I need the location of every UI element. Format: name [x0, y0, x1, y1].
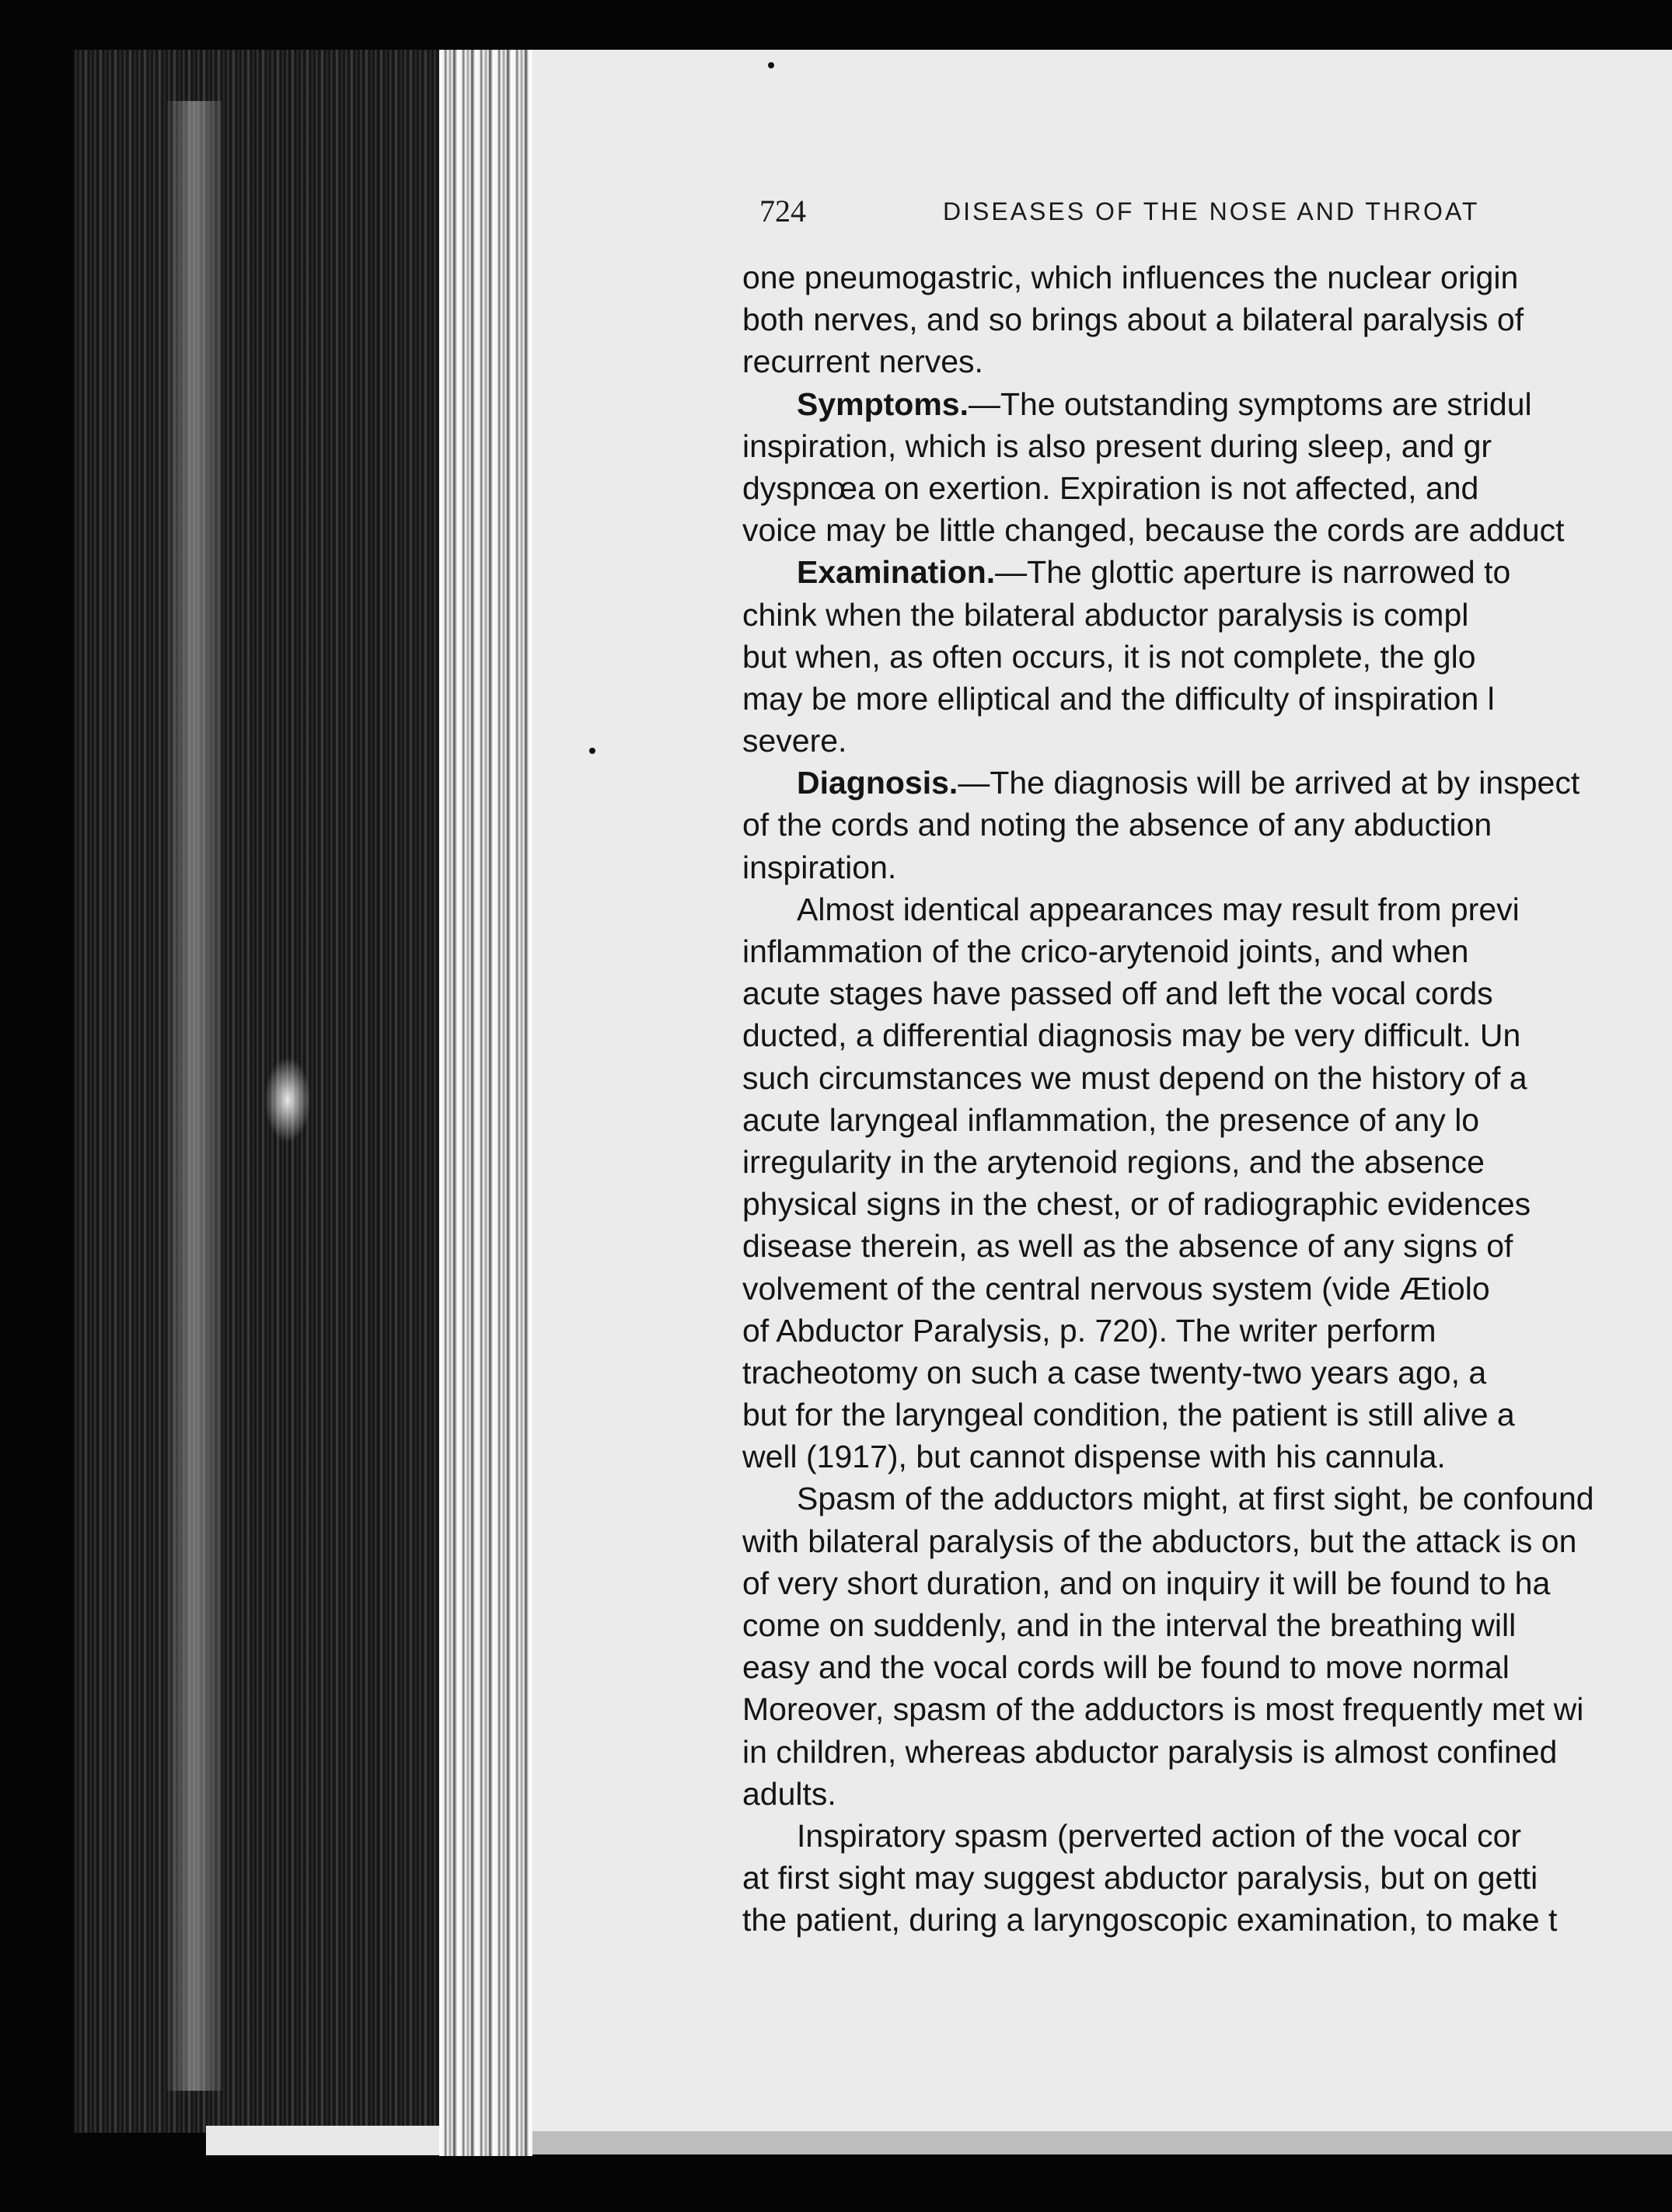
line-text: tracheotomy on such a case twenty-two years ago, a [742, 1354, 1487, 1390]
line-text: —The glottic aperture is narrowed to [995, 554, 1511, 591]
text-line [742, 1352, 1672, 1394]
bottom-shadow-strip [517, 2131, 1672, 2154]
text-line [742, 1731, 1672, 1773]
text-line [742, 1646, 1672, 1688]
line-text: inspiration. [742, 849, 897, 885]
text-line [742, 1310, 1672, 1352]
line-text: acute laryngeal inflammation, the presence of any lo [742, 1101, 1480, 1138]
line-text: severe. [742, 723, 847, 759]
line-text: Moreover, spasm of the adductors is most frequently met wi [742, 1691, 1584, 1728]
text-line [742, 804, 1672, 846]
text-line [742, 1562, 1672, 1604]
line-text: disease therein, as well as the absence of any signs of [742, 1228, 1513, 1265]
speck [589, 748, 595, 754]
text-line [742, 467, 1672, 509]
line-text: at first sight may suggest abductor paralysis, but on getti [742, 1860, 1538, 1896]
line-text: Almost identical appearances may result from previ [797, 891, 1520, 927]
line-text: the patient, during a laryngoscopic examination, to make t [742, 1902, 1558, 1938]
line-text: of very short duration, and on inquiry it will be found to ha [742, 1565, 1551, 1601]
line-text: adults. [742, 1775, 836, 1812]
line-text: may be more elliptical and the difficulty of inspiration l [742, 680, 1495, 717]
line-text: chink when the bilateral abductor paralysis is compl [742, 596, 1469, 633]
text-line [742, 1057, 1672, 1099]
line-text: but when, as often occurs, it is not complete, the glo [742, 638, 1476, 675]
text-line [742, 1436, 1672, 1478]
text-line [742, 678, 1672, 720]
text-line [742, 340, 1672, 382]
line-text: —The diagnosis will be arrived at by inspect [958, 765, 1580, 801]
book-gutter [439, 50, 532, 2156]
line-text: with bilateral paralysis of the abductors, but the attack is on [742, 1523, 1577, 1559]
text-line [742, 1857, 1672, 1899]
text-line [742, 636, 1672, 678]
text-line [742, 1604, 1672, 1646]
text-line [742, 1099, 1672, 1141]
text-line [742, 425, 1672, 467]
line-text: voice may be little changed, because the cords are adduct [742, 512, 1565, 549]
text-line [742, 256, 1672, 298]
line-text: physical signs in the chest, or of radiographic evidences [742, 1186, 1531, 1223]
line-text: inspiration, which is also present during sleep, and gr [742, 427, 1492, 464]
text-line [742, 1183, 1672, 1225]
line-text: irregularity in the arytenoid regions, and the absence [742, 1143, 1485, 1180]
text-line [742, 888, 1672, 930]
text-line [742, 383, 1672, 425]
running-head [759, 193, 1672, 232]
text-line [742, 1225, 1672, 1267]
line-text: volvement of the central nervous system (vide Ætiolo [742, 1270, 1490, 1307]
line-text: in children, whereas abductor paralysis is almost confined [742, 1733, 1558, 1770]
body-text [742, 256, 1672, 1990]
section-heading: Symptoms. [797, 386, 969, 422]
section-heading: Diagnosis. [797, 765, 958, 801]
text-line [742, 1014, 1672, 1056]
line-text: both nerves, and so brings about a bilateral paralysis of [742, 302, 1524, 338]
book-page-edge [74, 50, 439, 2133]
book-edge-highlight [167, 101, 222, 2091]
line-text: acute stages have passed off and left the vocal cords [742, 975, 1493, 1012]
section-heading: Examination. [797, 554, 996, 591]
text-line [742, 1478, 1672, 1519]
text-line [742, 1773, 1672, 1815]
line-text: dyspnœa on exertion. Expiration is not affected, and [742, 469, 1479, 506]
line-text: such circumstances we must depend on the history of a [742, 1059, 1527, 1096]
text-line [742, 594, 1672, 636]
text-line [742, 1520, 1672, 1562]
page-number: 724 [759, 194, 806, 229]
line-text: Spasm of the adductors might, at first sight, be confound [797, 1481, 1594, 1517]
line-text: Inspiratory spasm (perverted action of the vocal cor [797, 1817, 1522, 1854]
text-line [742, 930, 1672, 972]
text-line [742, 551, 1672, 593]
text-line [742, 1815, 1672, 1857]
line-text: ducted, a differential diagnosis may be very difficult. Un [742, 1017, 1521, 1054]
text-line [742, 1141, 1672, 1183]
line-text: of Abductor Paralysis, p. 720). The writer perform [742, 1312, 1436, 1348]
text-line [742, 720, 1672, 762]
speck [768, 62, 774, 68]
line-text: recurrent nerves. [742, 344, 983, 380]
line-text: come on suddenly, and in the interval the breathing will [742, 1607, 1517, 1643]
line-text: easy and the vocal cords will be found to move normal [742, 1649, 1510, 1686]
running-title: DISEASES OF THE NOSE AND THROAT [943, 197, 1480, 225]
line-text: well (1917), but cannot dispense with his cannula. [742, 1439, 1446, 1475]
text-line [742, 762, 1672, 804]
line-text: but for the laryngeal condition, the patient is still alive a [742, 1397, 1515, 1433]
text-line [742, 846, 1672, 888]
line-text: of the cords and noting the absence of any abduction [742, 807, 1492, 843]
text-line [742, 1688, 1672, 1730]
text-line [742, 1394, 1672, 1436]
text-line [742, 509, 1672, 551]
line-text: one pneumogastric, which influences the nuclear origin [742, 260, 1519, 295]
text-line [742, 972, 1672, 1014]
line-text: —The outstanding symptoms are stridul [969, 386, 1532, 422]
text-line [742, 1899, 1672, 1941]
line-text: inflammation of the crico-arytenoid joints, and when [742, 933, 1469, 969]
book-edge-glare [264, 1057, 311, 1143]
text-line [742, 1268, 1672, 1310]
text-line [742, 298, 1672, 340]
